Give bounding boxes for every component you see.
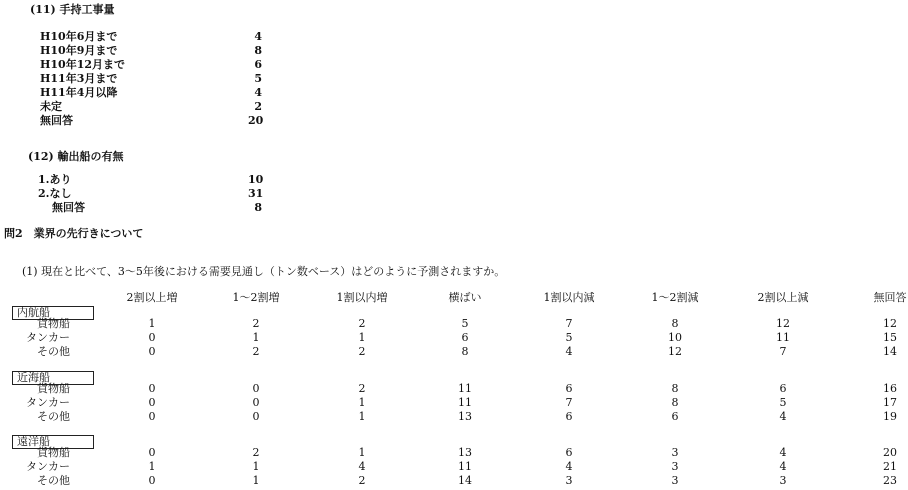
table-cell: 20 xyxy=(883,446,897,459)
table-cell: 12 xyxy=(668,345,682,358)
table-cell: 1 xyxy=(148,317,156,330)
row-label: 貨物船 xyxy=(37,446,70,459)
table-cell: 10 xyxy=(668,331,682,344)
list-item-label: H10年12月まで xyxy=(40,58,126,71)
table-cell: 6 xyxy=(779,382,787,395)
table-cell: 5 xyxy=(779,396,787,409)
table-cell: 1 xyxy=(252,460,260,473)
list-item-value: 31 xyxy=(248,187,264,200)
table-cell: 16 xyxy=(883,382,897,395)
table-cell: 8 xyxy=(671,382,679,395)
table-cell: 6 xyxy=(565,382,573,395)
table-cell: 19 xyxy=(883,410,897,423)
row-label: その他 xyxy=(37,410,70,423)
group-label: 遠洋船 xyxy=(12,435,94,449)
table-cell: 4 xyxy=(358,460,366,473)
section11-title: (11) 手持工事量 xyxy=(30,3,115,16)
table-cell: 0 xyxy=(148,446,156,459)
table-cell: 23 xyxy=(883,474,897,487)
table-cell: 13 xyxy=(458,446,472,459)
table-cell: 0 xyxy=(148,382,156,395)
column-header: 無回答 xyxy=(873,291,907,304)
table-cell: 21 xyxy=(883,460,897,473)
table-cell: 12 xyxy=(776,317,790,330)
list-item-label: 1.あり xyxy=(38,173,72,186)
table-cell: 11 xyxy=(458,396,472,409)
table-cell: 6 xyxy=(461,331,469,344)
list-item-value: 20 xyxy=(248,114,264,127)
table-cell: 3 xyxy=(671,446,679,459)
table-cell: 2 xyxy=(252,446,260,459)
table-cell: 6 xyxy=(565,410,573,423)
table-cell: 3 xyxy=(779,474,787,487)
list-item-label: 無回答 xyxy=(52,201,85,214)
list-item-label: H11年4月以降 xyxy=(40,86,118,99)
list-item-value: 8 xyxy=(254,201,262,214)
table-cell: 1 xyxy=(252,331,260,344)
table-cell: 1 xyxy=(358,331,366,344)
table-cell: 1 xyxy=(358,396,366,409)
row-label: その他 xyxy=(37,474,70,487)
table-cell: 0 xyxy=(252,410,260,423)
row-label: 貨物船 xyxy=(37,382,70,395)
table-cell: 14 xyxy=(883,345,897,358)
row-label: タンカー xyxy=(26,331,70,344)
table-cell: 4 xyxy=(779,460,787,473)
table-cell: 8 xyxy=(671,396,679,409)
table-cell: 1 xyxy=(358,410,366,423)
table-cell: 5 xyxy=(565,331,573,344)
table-cell: 2 xyxy=(358,317,366,330)
row-label: タンカー xyxy=(26,396,70,409)
table-cell: 14 xyxy=(458,474,472,487)
table-cell: 11 xyxy=(458,382,472,395)
group-label: 内航船 xyxy=(12,306,94,320)
q2-title: 問2 業界の先行きについて xyxy=(4,227,144,240)
list-item-label: H11年3月まで xyxy=(40,72,118,85)
table-cell: 1 xyxy=(148,460,156,473)
list-item-label: H10年6月まで xyxy=(40,30,118,43)
table-cell: 1 xyxy=(358,446,366,459)
table-cell: 4 xyxy=(565,345,573,358)
table-cell: 4 xyxy=(565,460,573,473)
column-header: 1割以内減 xyxy=(543,291,595,304)
table-cell: 5 xyxy=(461,317,469,330)
table-cell: 0 xyxy=(148,410,156,423)
row-label: タンカー xyxy=(26,460,70,473)
table-cell: 1 xyxy=(252,474,260,487)
table-cell: 3 xyxy=(671,460,679,473)
column-header: 2割以上減 xyxy=(757,291,809,304)
column-header: 1～2割減 xyxy=(651,291,699,304)
list-item-value: 2 xyxy=(254,100,262,113)
table-cell: 0 xyxy=(252,396,260,409)
table-cell: 0 xyxy=(252,382,260,395)
table-cell: 8 xyxy=(671,317,679,330)
table-cell: 13 xyxy=(458,410,472,423)
table-cell: 6 xyxy=(565,446,573,459)
table-cell: 4 xyxy=(779,410,787,423)
table-cell: 2 xyxy=(358,345,366,358)
column-header: 横ばい xyxy=(448,291,482,304)
q2-question: (1) 現在と比べて、3～5年後における需要見通し（トン数ベース）はどのように予測されますか。 xyxy=(22,265,506,278)
table-cell: 0 xyxy=(148,474,156,487)
section12-title: (12) 輸出船の有無 xyxy=(28,150,124,163)
list-item-value: 4 xyxy=(254,86,262,99)
table-cell: 7 xyxy=(565,396,573,409)
row-label: その他 xyxy=(37,345,70,358)
table-cell: 17 xyxy=(883,396,897,409)
table-cell: 2 xyxy=(252,345,260,358)
list-item-label: 無回答 xyxy=(40,114,73,127)
table-cell: 2 xyxy=(252,317,260,330)
table-cell: 0 xyxy=(148,396,156,409)
list-item-label: 2.なし xyxy=(38,187,72,200)
list-item-label: 未定 xyxy=(40,100,62,113)
list-item-value: 6 xyxy=(254,58,262,71)
column-header: 1～2割増 xyxy=(232,291,280,304)
table-cell: 8 xyxy=(461,345,469,358)
table-cell: 3 xyxy=(565,474,573,487)
column-header: 1割以内増 xyxy=(336,291,388,304)
column-header: 2割以上増 xyxy=(126,291,178,304)
group-label: 近海船 xyxy=(12,371,94,385)
table-cell: 0 xyxy=(148,345,156,358)
table-cell: 4 xyxy=(779,446,787,459)
list-item-value: 8 xyxy=(254,44,262,57)
table-cell: 7 xyxy=(565,317,573,330)
row-label: 貨物船 xyxy=(37,317,70,330)
list-item-value: 5 xyxy=(254,72,262,85)
list-item-label: H10年9月まで xyxy=(40,44,118,57)
table-cell: 2 xyxy=(358,382,366,395)
table-cell: 12 xyxy=(883,317,897,330)
table-cell: 3 xyxy=(671,474,679,487)
list-item-value: 4 xyxy=(254,30,262,43)
list-item-value: 10 xyxy=(248,173,264,186)
table-cell: 11 xyxy=(776,331,790,344)
table-cell: 15 xyxy=(883,331,897,344)
table-cell: 2 xyxy=(358,474,366,487)
table-cell: 7 xyxy=(779,345,787,358)
table-cell: 11 xyxy=(458,460,472,473)
table-cell: 0 xyxy=(148,331,156,344)
table-cell: 6 xyxy=(671,410,679,423)
